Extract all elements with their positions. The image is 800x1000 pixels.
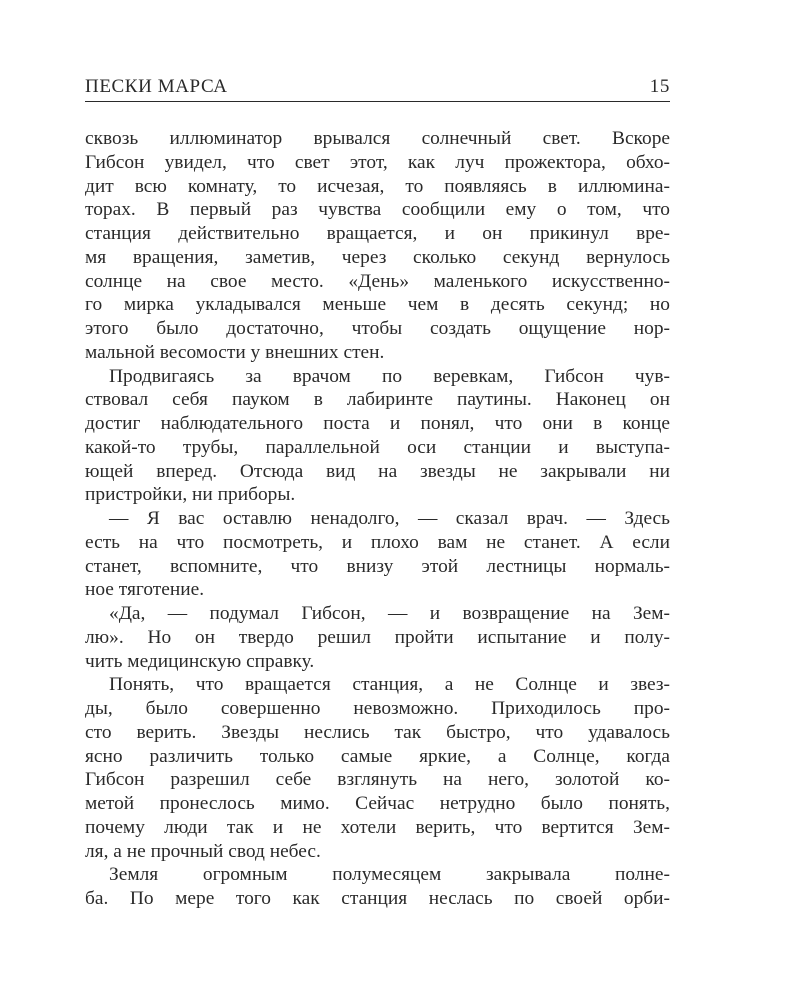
text-line: сто верить. Звезды неслись так быстро, что удавалось <box>85 721 670 743</box>
text-line: этого было достаточно, чтобы создать ощущение нор- <box>85 318 670 339</box>
text-line: лю». Но он твердо решил пройти испытание и полу- <box>85 626 670 648</box>
page-number: 15 <box>649 76 670 97</box>
text-line: ющей вперед. Отсюда вид на звезды не закрывали ни <box>85 460 670 482</box>
text-line: Гибсон разрешил себе взглянуть на него, золотой ко- <box>85 769 670 791</box>
text-line: Земля огромным полумесяцем закрывала полне- <box>109 864 670 886</box>
text-line: станет, вспомните, что внизу этой лестницы нормаль- <box>85 555 670 577</box>
text-line: станция действительно вращается, и он прикинул вре- <box>85 223 670 244</box>
text-line: ное тяготение. <box>85 579 205 601</box>
text-line: ды, было совершенно невозможно. Приходилось про- <box>85 698 670 719</box>
text-line: ствовал себя пауком в лабиринте паутины. Наконец он <box>85 389 670 411</box>
text-line: ба. По мере того как станция неслась по своей орби- <box>85 888 670 909</box>
text-line: какой-то трубы, параллельной оси станции и выступа- <box>85 436 670 458</box>
text-line: мальной весомости у внешних стен. <box>85 341 385 363</box>
running-header <box>85 74 670 98</box>
text-line: торах. В первый раз чувства сообщили ему о том, что <box>85 199 670 221</box>
text-line: есть на что посмотреть, и плохо вам не станет. А если <box>85 531 670 553</box>
text-line: достиг наблюдательного поста и понял, что они в конце <box>85 413 670 434</box>
text-line: метой пронеслось мимо. Сейчас нетрудно было понять, <box>85 793 670 814</box>
running-title: ПЕСКИ МАРСА <box>85 76 228 97</box>
text-line: почему люди так и не хотели верить, что вертится Зем- <box>85 816 670 838</box>
text-line: дит всю комнату, то исчезая, то появляясь в иллюмина- <box>85 175 670 197</box>
text-line: чить медицинскую справку. <box>85 650 315 672</box>
text-line: солнце на свое место. «День» маленького искусственно- <box>85 270 670 292</box>
text-line: пристройки, ни приборы. <box>85 484 296 506</box>
text-line: мя вращения, заметив, через сколько секунд вернулось <box>85 246 670 268</box>
text-line: — Я вас оставлю ненадолго, — сказал врач. — Здесь <box>109 508 670 529</box>
text-line: Гибсон увидел, что свет этот, как луч прожектора, обхо- <box>85 151 670 173</box>
text-line: Понять, что вращается станция, а не Солнце и звез- <box>109 674 670 696</box>
text-line: сквозь иллюминатор врывался солнечный свет. Вскоре <box>85 128 670 149</box>
text-line: Продвигаясь за врачом по веревкам, Гибсон чув- <box>109 365 670 387</box>
text-line: го мирка укладывался меньше чем в десять секунд; но <box>85 294 670 316</box>
text-line: ля, а не прочный свод небес. <box>85 840 321 862</box>
header-rule <box>85 101 670 102</box>
text-line: ясно различить только самые яркие, а Солнце, когда <box>85 745 670 767</box>
body-text <box>85 127 670 911</box>
text-line: «Да, — подумал Гибсон, — и возвращение на Зем- <box>109 603 670 624</box>
